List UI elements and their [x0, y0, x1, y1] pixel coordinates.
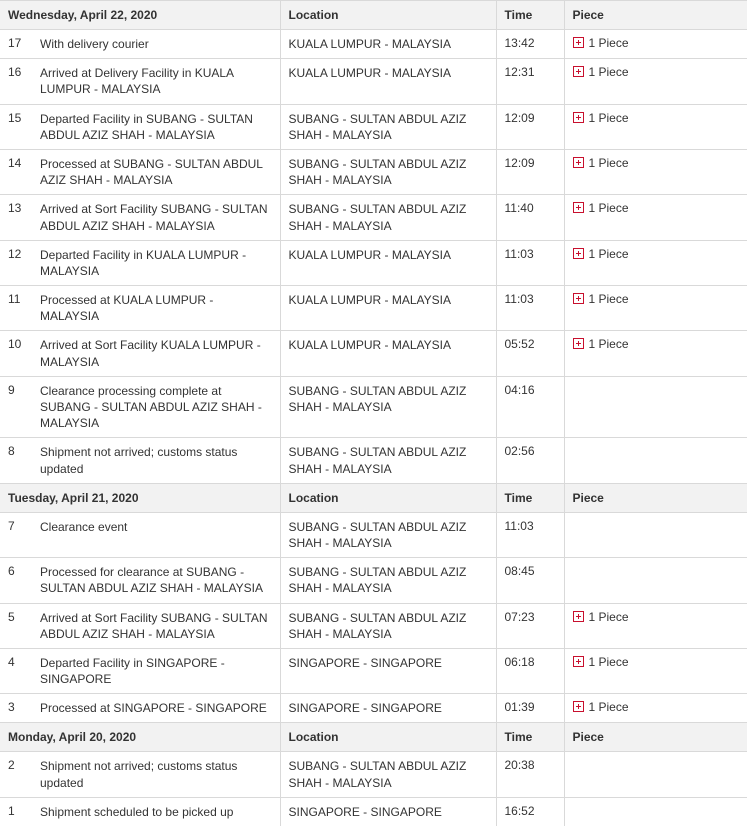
- piece-cell[interactable]: [564, 648, 747, 693]
- piece-cell: [564, 512, 747, 557]
- table-row: [0, 797, 747, 826]
- event-location: SUBANG - SULTAN ABDUL AZIZ SHAH - MALAYSIA: [280, 104, 496, 149]
- table-row: [0, 603, 747, 648]
- event-description: Shipment not arrived; customs status updated: [32, 438, 280, 483]
- event-index: 10: [0, 331, 32, 376]
- event-index: 13: [0, 195, 32, 240]
- piece-expander[interactable]: [573, 610, 629, 624]
- event-description: Clearance event: [32, 512, 280, 557]
- piece-expander[interactable]: [573, 65, 629, 79]
- piece-expander[interactable]: [573, 292, 629, 306]
- table-row: [0, 752, 747, 797]
- event-description: Arrived at Sort Facility SUBANG - SULTAN ABDUL AZIZ SHAH - MALAYSIA: [32, 603, 280, 648]
- event-description: Departed Facility in KUALA LUMPUR - MALAYSIA: [32, 240, 280, 285]
- piece-expander[interactable]: [573, 111, 629, 125]
- piece-cell[interactable]: [564, 30, 747, 59]
- event-description: Departed Facility in SUBANG - SULTAN ABDUL AZIZ SHAH - MALAYSIA: [32, 104, 280, 149]
- date-header-label: Monday, April 20, 2020: [0, 723, 280, 752]
- event-description: With delivery courier: [32, 30, 280, 59]
- event-location: SUBANG - SULTAN ABDUL AZIZ SHAH - MALAYSIA: [280, 195, 496, 240]
- event-time: 12:31: [496, 59, 564, 104]
- event-description: Processed at KUALA LUMPUR - MALAYSIA: [32, 286, 280, 331]
- piece-count-label: 1 Piece: [589, 292, 629, 306]
- event-time: 08:45: [496, 558, 564, 603]
- column-header-location: Location: [280, 483, 496, 512]
- event-description: Clearance processing complete at SUBANG - SULTAN ABDUL AZIZ SHAH - MALAYSIA: [32, 376, 280, 438]
- event-location: SINGAPORE - SINGAPORE: [280, 648, 496, 693]
- plus-icon[interactable]: [573, 611, 584, 622]
- event-description: Arrived at Delivery Facility in KUALA LUMPUR - MALAYSIA: [32, 59, 280, 104]
- event-location: SUBANG - SULTAN ABDUL AZIZ SHAH - MALAYSIA: [280, 752, 496, 797]
- piece-count-label: 1 Piece: [589, 247, 629, 261]
- event-time: 20:38: [496, 752, 564, 797]
- column-header-location: Location: [280, 1, 496, 30]
- piece-expander[interactable]: [573, 337, 629, 351]
- piece-cell[interactable]: [564, 603, 747, 648]
- piece-expander[interactable]: [573, 36, 629, 50]
- event-description: Processed at SUBANG - SULTAN ABDUL AZIZ SHAH - MALAYSIA: [32, 149, 280, 194]
- date-header-label: Tuesday, April 21, 2020: [0, 483, 280, 512]
- event-time: 11:03: [496, 286, 564, 331]
- event-index: 11: [0, 286, 32, 331]
- table-row: [0, 331, 747, 376]
- event-location: KUALA LUMPUR - MALAYSIA: [280, 286, 496, 331]
- event-index: 7: [0, 512, 32, 557]
- piece-count-label: 1 Piece: [589, 201, 629, 215]
- event-index: 9: [0, 376, 32, 438]
- event-description: Shipment scheduled to be picked up: [32, 797, 280, 826]
- piece-cell[interactable]: [564, 59, 747, 104]
- event-time: 06:18: [496, 648, 564, 693]
- piece-cell[interactable]: [564, 240, 747, 285]
- event-location: SUBANG - SULTAN ABDUL AZIZ SHAH - MALAYSIA: [280, 376, 496, 438]
- event-time: 12:09: [496, 149, 564, 194]
- plus-icon[interactable]: [573, 248, 584, 259]
- piece-cell[interactable]: [564, 694, 747, 723]
- event-location: KUALA LUMPUR - MALAYSIA: [280, 59, 496, 104]
- piece-cell: [564, 438, 747, 483]
- piece-cell: [564, 797, 747, 826]
- plus-icon[interactable]: [573, 66, 584, 77]
- event-description: Processed for clearance at SUBANG - SULTAN ABDUL AZIZ SHAH - MALAYSIA: [32, 558, 280, 603]
- table-row: [0, 512, 747, 557]
- piece-expander[interactable]: [573, 156, 629, 170]
- piece-cell: [564, 558, 747, 603]
- event-location: KUALA LUMPUR - MALAYSIA: [280, 331, 496, 376]
- piece-cell[interactable]: [564, 195, 747, 240]
- plus-icon[interactable]: [573, 202, 584, 213]
- event-time: 11:40: [496, 195, 564, 240]
- piece-cell: [564, 752, 747, 797]
- column-header-piece: Piece: [564, 723, 747, 752]
- event-time: 05:52: [496, 331, 564, 376]
- date-header-row: [0, 1, 747, 30]
- event-description: Processed at SINGAPORE - SINGAPORE: [32, 694, 280, 723]
- piece-expander[interactable]: [573, 700, 629, 714]
- event-index: 12: [0, 240, 32, 285]
- event-description: Arrived at Sort Facility SUBANG - SULTAN ABDUL AZIZ SHAH - MALAYSIA: [32, 195, 280, 240]
- table-row: [0, 30, 747, 59]
- plus-icon[interactable]: [573, 157, 584, 168]
- piece-cell: [564, 376, 747, 438]
- event-index: 5: [0, 603, 32, 648]
- plus-icon[interactable]: [573, 701, 584, 712]
- event-index: 8: [0, 438, 32, 483]
- event-index: 14: [0, 149, 32, 194]
- plus-icon[interactable]: [573, 656, 584, 667]
- date-header-row: [0, 723, 747, 752]
- event-location: SINGAPORE - SINGAPORE: [280, 694, 496, 723]
- event-location: SUBANG - SULTAN ABDUL AZIZ SHAH - MALAYSIA: [280, 512, 496, 557]
- tracking-table-body: [0, 1, 747, 826]
- date-header-row: [0, 483, 747, 512]
- event-location: KUALA LUMPUR - MALAYSIA: [280, 30, 496, 59]
- event-location: SUBANG - SULTAN ABDUL AZIZ SHAH - MALAYSIA: [280, 438, 496, 483]
- event-location: SUBANG - SULTAN ABDUL AZIZ SHAH - MALAYSIA: [280, 558, 496, 603]
- event-time: 11:03: [496, 240, 564, 285]
- plus-icon[interactable]: [573, 37, 584, 48]
- event-index: 2: [0, 752, 32, 797]
- event-time: 04:16: [496, 376, 564, 438]
- table-row: [0, 59, 747, 104]
- event-time: 02:56: [496, 438, 564, 483]
- plus-icon[interactable]: [573, 293, 584, 304]
- event-index: 6: [0, 558, 32, 603]
- event-location: SUBANG - SULTAN ABDUL AZIZ SHAH - MALAYSIA: [280, 149, 496, 194]
- piece-count-label: 1 Piece: [589, 65, 629, 79]
- column-header-time: Time: [496, 723, 564, 752]
- column-header-location: Location: [280, 723, 496, 752]
- event-description: Shipment not arrived; customs status updated: [32, 752, 280, 797]
- piece-count-label: 1 Piece: [589, 111, 629, 125]
- piece-cell[interactable]: [564, 286, 747, 331]
- piece-count-label: 1 Piece: [589, 610, 629, 624]
- table-row: [0, 149, 747, 194]
- piece-count-label: 1 Piece: [589, 337, 629, 351]
- event-time: 12:09: [496, 104, 564, 149]
- column-header-piece: Piece: [564, 1, 747, 30]
- table-row: [0, 694, 747, 723]
- table-row: [0, 104, 747, 149]
- piece-cell[interactable]: [564, 331, 747, 376]
- piece-expander[interactable]: [573, 247, 629, 261]
- event-time: 16:52: [496, 797, 564, 826]
- table-row: [0, 286, 747, 331]
- event-index: 3: [0, 694, 32, 723]
- column-header-time: Time: [496, 1, 564, 30]
- column-header-time: Time: [496, 483, 564, 512]
- event-time: 07:23: [496, 603, 564, 648]
- table-row: [0, 438, 747, 483]
- piece-cell[interactable]: [564, 104, 747, 149]
- piece-expander[interactable]: [573, 201, 629, 215]
- plus-icon[interactable]: [573, 112, 584, 123]
- event-index: 4: [0, 648, 32, 693]
- event-index: 1: [0, 797, 32, 826]
- event-index: 17: [0, 30, 32, 59]
- event-time: 13:42: [496, 30, 564, 59]
- event-time: 01:39: [496, 694, 564, 723]
- event-location: SINGAPORE - SINGAPORE: [280, 797, 496, 826]
- event-time: 11:03: [496, 512, 564, 557]
- event-index: 15: [0, 104, 32, 149]
- table-row: [0, 648, 747, 693]
- table-row: [0, 240, 747, 285]
- event-description: Arrived at Sort Facility KUALA LUMPUR - MALAYSIA: [32, 331, 280, 376]
- piece-count-label: 1 Piece: [589, 36, 629, 50]
- table-row: [0, 376, 747, 438]
- event-description: Departed Facility in SINGAPORE - SINGAPORE: [32, 648, 280, 693]
- event-index: 16: [0, 59, 32, 104]
- event-location: SUBANG - SULTAN ABDUL AZIZ SHAH - MALAYSIA: [280, 603, 496, 648]
- piece-expander[interactable]: [573, 655, 629, 669]
- table-row: [0, 195, 747, 240]
- piece-cell[interactable]: [564, 149, 747, 194]
- table-row: [0, 558, 747, 603]
- piece-count-label: 1 Piece: [589, 700, 629, 714]
- column-header-piece: Piece: [564, 483, 747, 512]
- event-location: KUALA LUMPUR - MALAYSIA: [280, 240, 496, 285]
- plus-icon[interactable]: [573, 338, 584, 349]
- date-header-label: Wednesday, April 22, 2020: [0, 1, 280, 30]
- piece-count-label: 1 Piece: [589, 156, 629, 170]
- piece-count-label: 1 Piece: [589, 655, 629, 669]
